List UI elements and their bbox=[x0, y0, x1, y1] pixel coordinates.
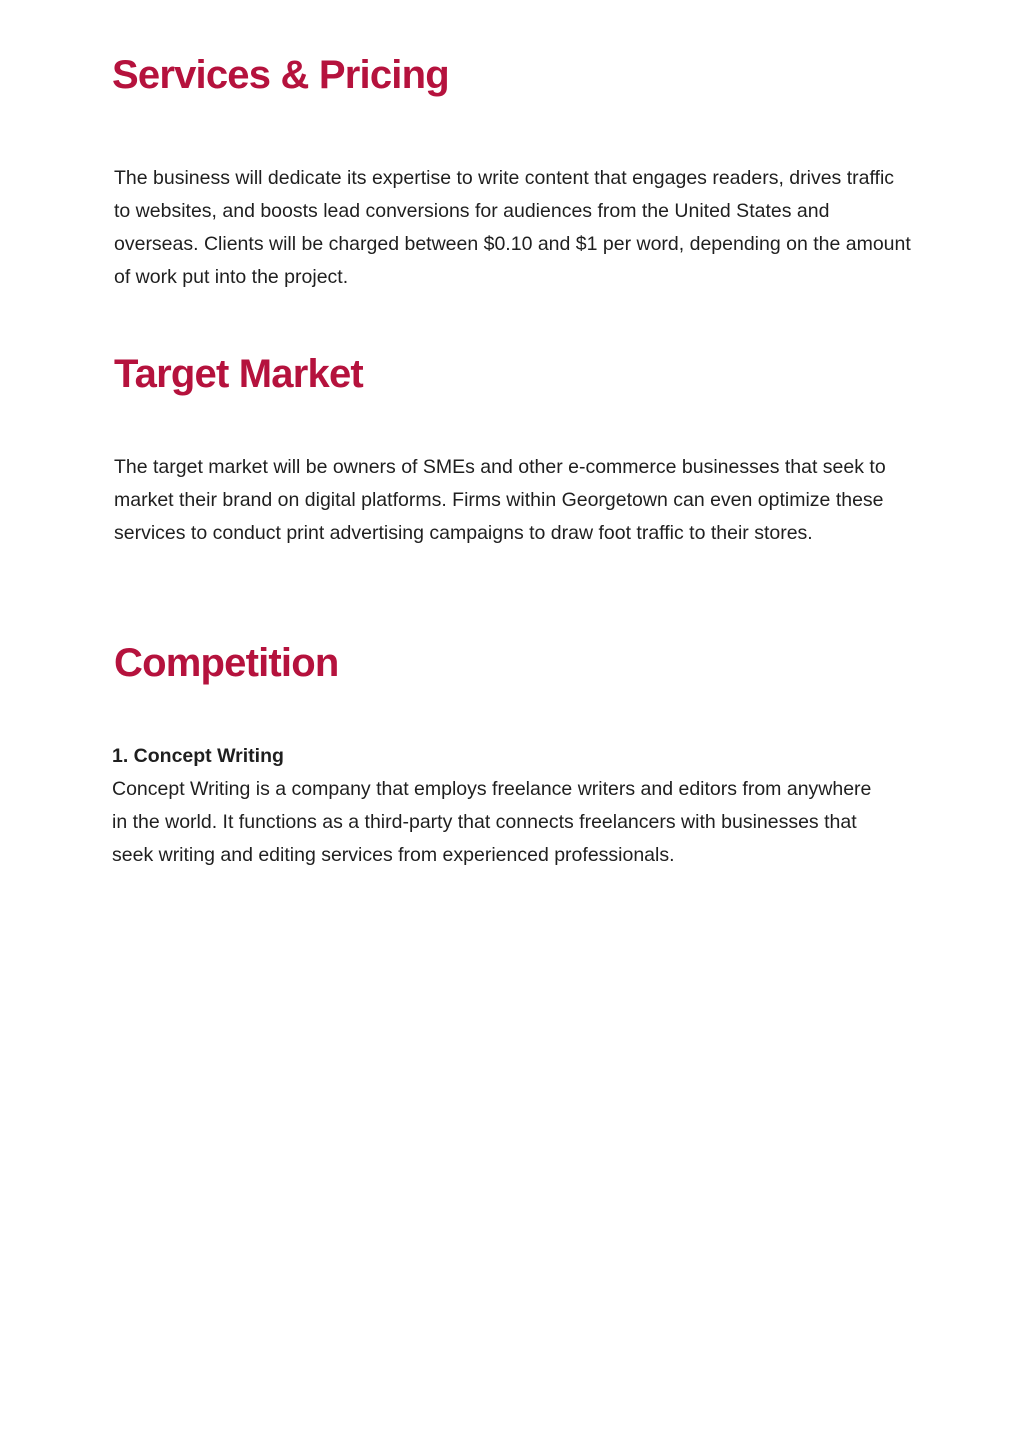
competitor-description: Concept Writing is a company that employs freelance writers and editors from anywhere in the world. It functions as a third-party that connects freelancers with businesses that seek writing and editing services from experienced professionals. bbox=[112, 778, 872, 866]
services-pricing-paragraph: The business will dedicate its expertise to write content that engages readers, drives traffic to websites, and boosts lead conversions for audiences from the United States and overseas. Clients will be charged between $0.10 and $1 per word, depending on the amount of work put into the project. bbox=[114, 167, 911, 288]
target-market-heading: Target Market bbox=[114, 352, 363, 396]
competitor-title: 1. Concept Writing bbox=[112, 745, 284, 767]
target-market-paragraph: The target market will be owners of SMEs and other e-commerce businesses that seek to market their brand on digital platforms. Firms within Georgetown can even optimize these services to conduct print advertising campaigns to draw foot traffic to their stores. bbox=[114, 456, 886, 544]
services-pricing-heading: Services & Pricing bbox=[112, 53, 449, 97]
competition-heading: Competition bbox=[114, 641, 339, 685]
